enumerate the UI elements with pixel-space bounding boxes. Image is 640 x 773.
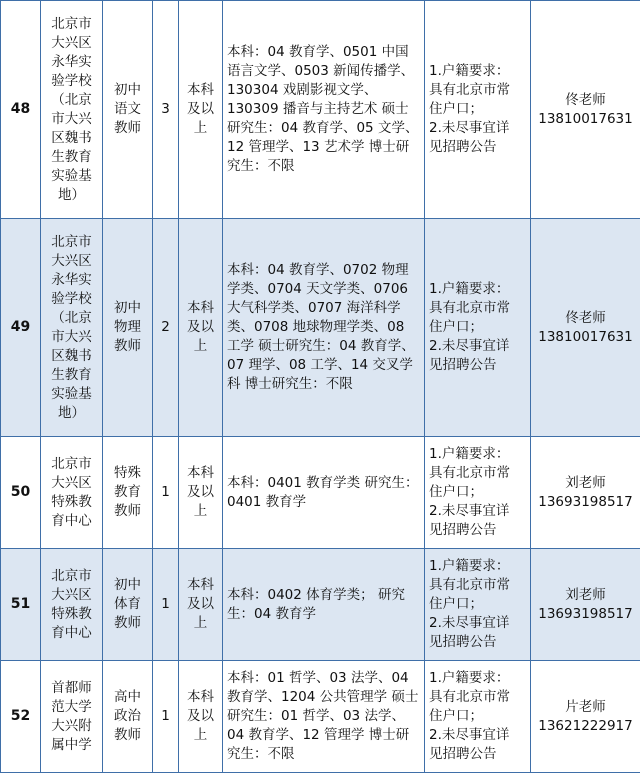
row-number: 50 [1, 437, 41, 549]
contact-cell: 片老师 13621222917 [531, 661, 640, 773]
count-cell: 1 [153, 549, 179, 661]
education-cell: 本科 及以 上 [179, 219, 223, 437]
contact-cell: 刘老师 13693198517 [531, 437, 640, 549]
position-cell: 初中 体育 教师 [103, 549, 153, 661]
major-cell: 本科：0401 教育学类 研究生：0401 教育学 [223, 437, 425, 549]
requirements-cell: 1.户籍要求： 具有北京市常 住户口； 2.未尽事宜详 见招聘公告 [425, 549, 531, 661]
table-row [1, 1, 640, 219]
table-row [1, 549, 640, 661]
row-number: 48 [1, 1, 41, 219]
major-cell: 本科：01 哲学、03 法学、04 教育学、1204 公共管理学 硕士研究生：01 哲学、03 法学、04 教育学、12 管理学 博士研究生：不限 [223, 661, 425, 773]
count-cell: 1 [153, 437, 179, 549]
position-cell: 初中 语文 教师 [103, 1, 153, 219]
position-cell: 特殊 教育 教师 [103, 437, 153, 549]
requirements-cell: 1.户籍要求： 具有北京市常 住户口； 2.未尽事宜详 见招聘公告 [425, 661, 531, 773]
education-cell: 本科 及以 上 [179, 437, 223, 549]
major-cell: 本科：0402 体育学类； 研究生：04 教育学 [223, 549, 425, 661]
employer-cell: 北京市 大兴区 特殊教 育中心 [41, 437, 103, 549]
table-row [1, 219, 640, 437]
position-cell: 初中 物理 教师 [103, 219, 153, 437]
row-number: 49 [1, 219, 41, 437]
count-cell: 2 [153, 219, 179, 437]
row-number: 52 [1, 661, 41, 773]
employer-cell: 首都师 范大学 大兴附 属中学 [41, 661, 103, 773]
count-cell: 1 [153, 661, 179, 773]
contact-cell: 佟老师 13810017631 [531, 1, 640, 219]
row-number: 51 [1, 549, 41, 661]
employer-cell: 北京市 大兴区 永华实 验学校 （北京 市大兴 区魏书 生教育 实验基 地） [41, 219, 103, 437]
education-cell: 本科 及以 上 [179, 1, 223, 219]
position-cell: 高中 政治 教师 [103, 661, 153, 773]
major-cell: 本科：04 教育学、0501 中国语言文学、0503 新闻传播学、130304 戏剧影视文学、130309 播音与主持艺术 硕士研究生：04 教育学、05 文学、12 管理学、13 艺术学 博士研究生：不限 [223, 1, 425, 219]
contact-cell: 佟老师 13810017631 [531, 219, 640, 437]
employer-cell: 北京市 大兴区 特殊教 育中心 [41, 549, 103, 661]
requirements-cell: 1.户籍要求： 具有北京市常 住户口； 2.未尽事宜详 见招聘公告 [425, 437, 531, 549]
requirements-cell: 1.户籍要求： 具有北京市常 住户口； 2.未尽事宜详 见招聘公告 [425, 1, 531, 219]
education-cell: 本科 及以 上 [179, 661, 223, 773]
requirements-cell: 1.户籍要求： 具有北京市常 住户口； 2.未尽事宜详 见招聘公告 [425, 219, 531, 437]
contact-cell: 刘老师 13693198517 [531, 549, 640, 661]
count-cell: 3 [153, 1, 179, 219]
table-row [1, 437, 640, 549]
education-cell: 本科 及以 上 [179, 549, 223, 661]
table-row [1, 661, 640, 773]
major-cell: 本科：04 教育学、0702 物理学类、0704 天文学类、0706 大气科学类、0707 海洋科学类、0708 地球物理学类、08 工学 硕士研究生：04 教育学、07 理学、08 工学、14 交叉学科 博士研究生：不限 [223, 219, 425, 437]
employer-cell: 北京市 大兴区 永华实 验学校 （北京 市大兴 区魏书 生教育 实验基 地） [41, 1, 103, 219]
